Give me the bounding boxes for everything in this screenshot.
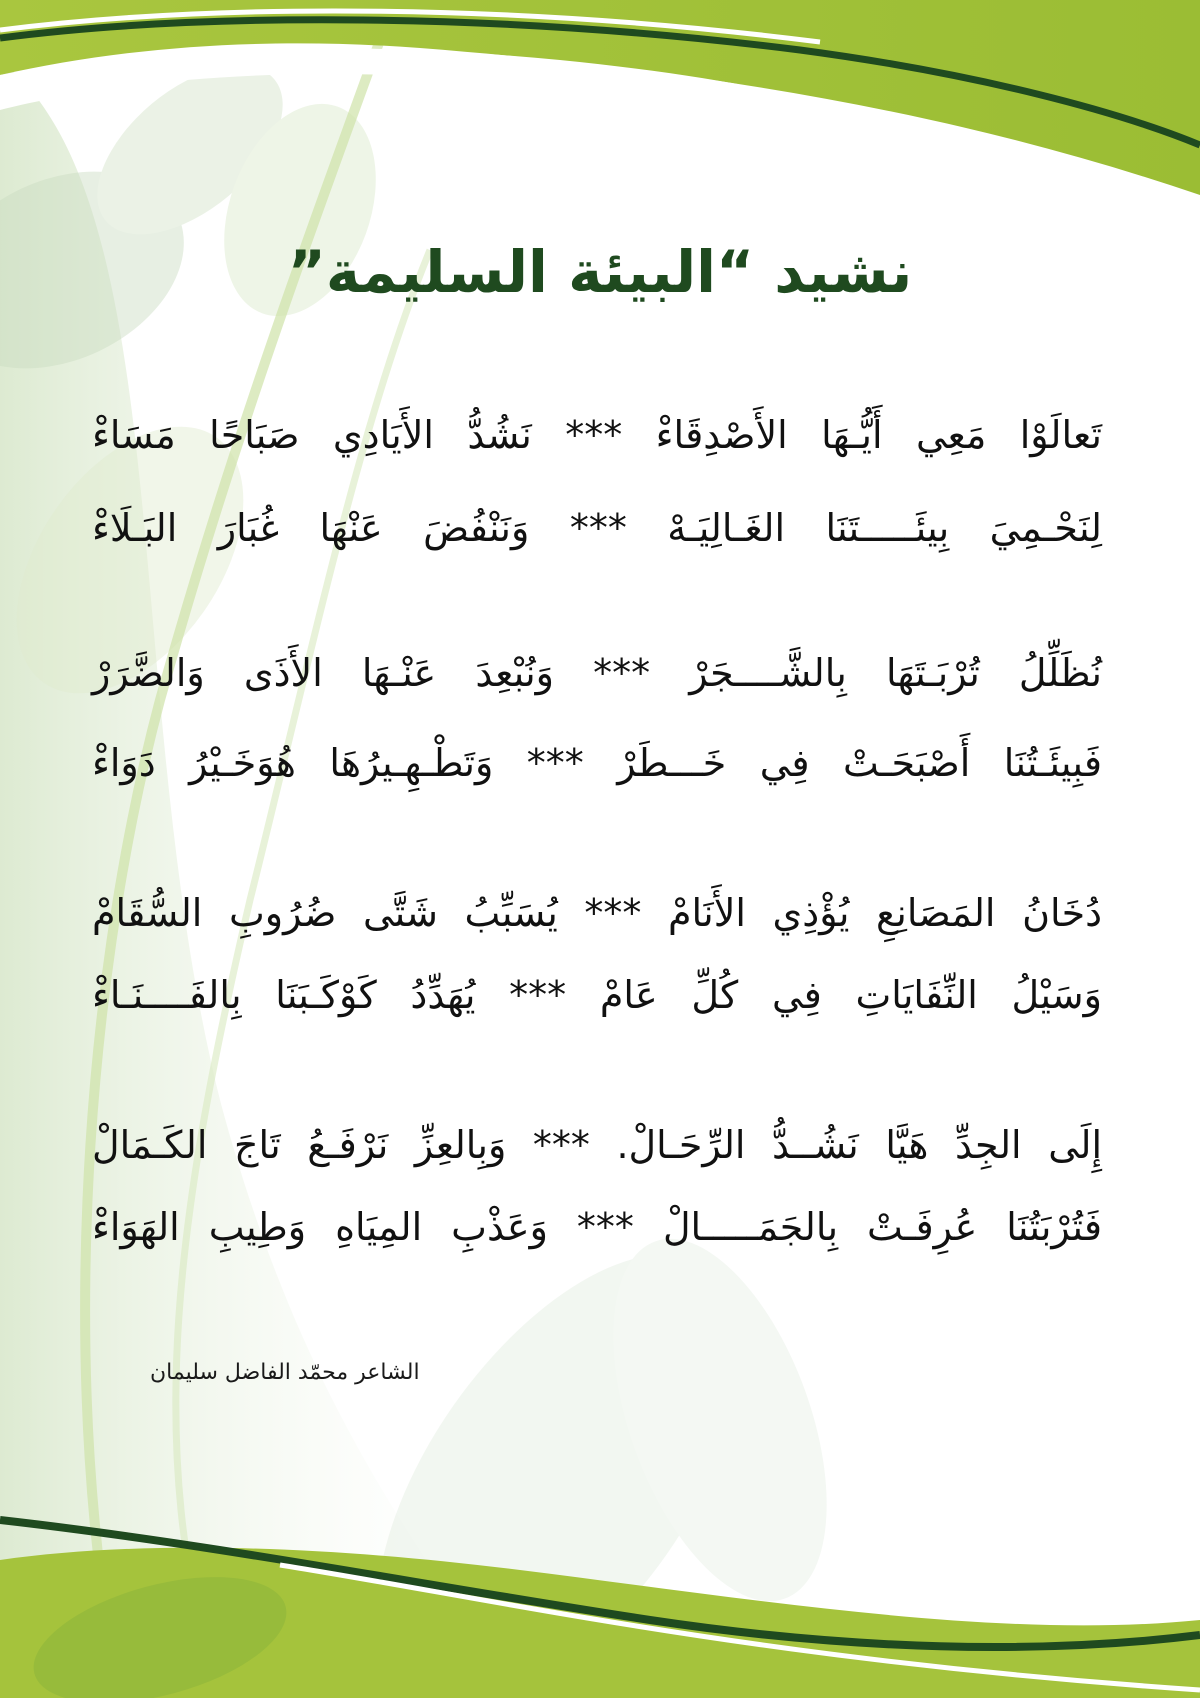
- stanza-1-line-1: تَعالَوْا مَعِي أَيُّـهَا الأَصْدِقَاءْ *** نَشُدُّ الأَيَادِي صَبَاحًا مَسَاءْ: [92, 413, 1102, 457]
- stanza-4-line-1: إِلَى الجِدِّ هَيَّا نَشُــدُّ الرِّحَـالْ. *** وَبِالعِزِّ نَرْفَـعُ تَاجَ الكَـمَالْ: [92, 1123, 1102, 1167]
- stanza-4-line-2: فَتُرْبَتُنَا عُرِفَـتْ بِالجَمَـــــالْ *** وَعَذْبِ المِيَاهِ وَطِيبِ الهَوَاءْ: [92, 1205, 1102, 1249]
- stanza-2-line-1: نُظَلِّلُ تُرْبَـتَهَا بِالشَّــــجَرْ *** وَنُبْعِدَ عَنْـهَا الأَذَى وَالضَّرَرْ: [92, 651, 1102, 695]
- stanza-3-line-2: وَسَيْلُ النِّفَايَاتِ فِي كُلِّ عَامْ *** يُهَدِّدُ كَوْكَـبَنَا بِالفَــــنَـاءْ: [92, 973, 1102, 1017]
- poem-title: نشيد “البيئة السليمة”: [287, 238, 913, 306]
- poet-credit: الشاعر محمّد الفاضل سليمان: [150, 1360, 420, 1385]
- stanza-1-line-2: لِنَحْـمِيَ بِيئَـــــتَنَا الغَـالِيَـهْ *** وَنَنْفُضَ عَنْهَا غُبَارَ البَـلَاءْ: [92, 506, 1102, 550]
- stanza-3-line-1: دُخَانُ المَصَانِعِ يُؤْذِي الأَنَامْ *** يُسَبِّبُ شَتَّى ضُرُوبِ السُّقَامْ: [92, 891, 1102, 935]
- stanza-2-line-2: فَبِيئَـتُنَا أَصْبَحَـتْ فِي خَـــطَرْ *** وَتَطْـهِـيرُهَا هُوَخَـيْرُ دَوَاءْ: [92, 741, 1102, 785]
